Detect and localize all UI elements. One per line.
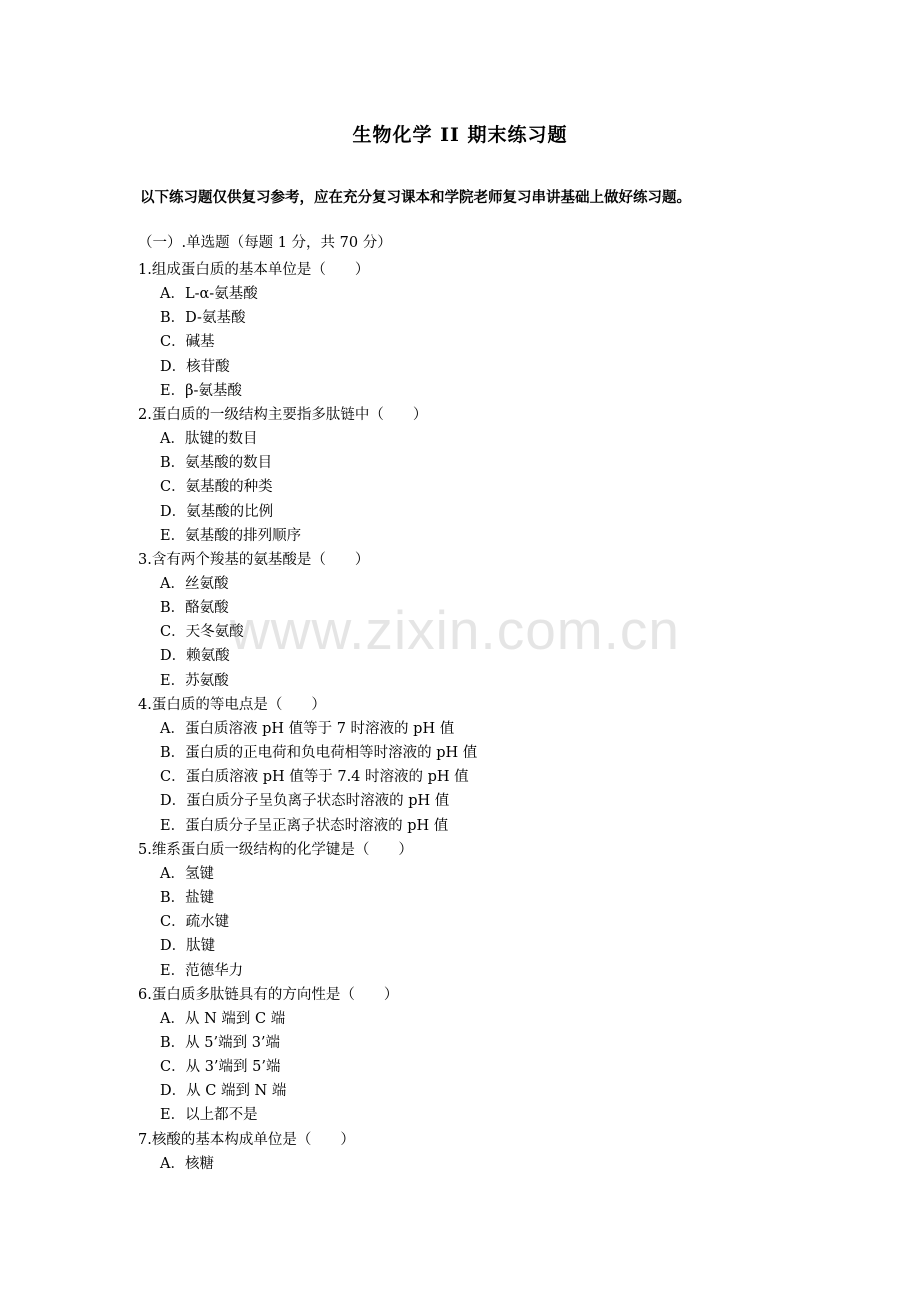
watermark: www.zixin.com.cn [230, 599, 680, 661]
question-6-option-c: C．从 3’端到 5’端 [160, 1059, 281, 1076]
question-3-option-b: B．酪氨酸 [160, 600, 229, 617]
question-1-option-e: E．β-氨基酸 [160, 382, 242, 399]
question-3-option-d: D．赖氨酸 [160, 648, 230, 665]
question-2: 2.蛋白质的一级结构主要指多肽链中（ ） [138, 406, 428, 423]
section-heading: （一）.单选题（每题 1 分，共 70 分） [138, 235, 392, 251]
question-4-option-b: B．蛋白质的正电荷和负电荷相等时溶液的 pH 值 [160, 745, 478, 761]
question-2-option-e: E．氨基酸的排列顺序 [160, 527, 302, 544]
question-5-option-b: B．盐键 [160, 889, 215, 906]
question-6-option-a: A．从 N 端到 C 端 [160, 1010, 286, 1027]
question-2-option-a: A．肽键的数目 [160, 430, 258, 447]
question-7: 7.核酸的基本构成单位是（ ） [138, 1131, 355, 1148]
document-title: 生物化学 II 期末练习题 [352, 124, 568, 146]
question-5: 5.维系蛋白质一级结构的化学键是（ ） [138, 841, 413, 858]
question-1: 1.组成蛋白质的基本单位是（ ） [138, 262, 370, 278]
question-7-option-a: A．核糖 [160, 1155, 214, 1172]
question-3-option-a: A．丝氨酸 [160, 575, 229, 592]
question-2-option-c: C．氨基酸的种类 [160, 479, 273, 496]
question-list [138, 234, 858, 1176]
intro-text: 以下练习题仅供复习参考，应在充分复习课本和学院老师复习串讲基础上做好练习题。 [140, 189, 691, 206]
question-5-option-e: E．范德华力 [160, 962, 244, 979]
question-4-option-e: E．蛋白质分子呈正离子状态时溶液的 pH 值 [160, 817, 449, 834]
question-6-option-b: B．从 5’端到 3’端 [160, 1034, 281, 1051]
question-4-option-d: D．蛋白质分子呈负离子状态时溶液的 pH 值 [160, 793, 450, 810]
question-6-option-d: D．从 C 端到 N 端 [160, 1083, 287, 1100]
question-2-option-d: D．氨基酸的比例 [160, 503, 274, 520]
question-3-option-e: E．苏氨酸 [160, 672, 229, 689]
question-4: 4.蛋白质的等电点是（ ） [138, 696, 326, 713]
question-3: 3.含有两个羧基的氨基酸是（ ） [138, 551, 370, 568]
question-2-option-b: B．氨基酸的数目 [160, 455, 273, 472]
question-1-option-b: B．D-氨基酸 [160, 310, 246, 327]
question-6-option-e: E．以上都不是 [160, 1107, 258, 1124]
question-1-option-a: A．L-α-氨基酸 [160, 286, 258, 302]
question-4-option-a: A．蛋白质溶液 pH 值等于 7 时溶液的 pH 值 [160, 720, 455, 737]
question-5-option-d: D．肽键 [160, 938, 216, 955]
question-1-option-c: C．碱基 [160, 334, 215, 351]
question-4-option-c: C．蛋白质溶液 pH 值等于 7.4 时溶液的 pH 值 [160, 769, 469, 786]
question-5-option-a: A．氢键 [160, 865, 214, 882]
question-6: 6.蛋白质多肽链具有的方向性是（ ） [138, 986, 399, 1003]
question-5-option-c: C．疏水键 [160, 914, 230, 931]
question-1-option-d: D．核苷酸 [160, 358, 230, 375]
questions-container [138, 258, 858, 1176]
question-3-option-c: C．天冬氨酸 [160, 624, 244, 641]
